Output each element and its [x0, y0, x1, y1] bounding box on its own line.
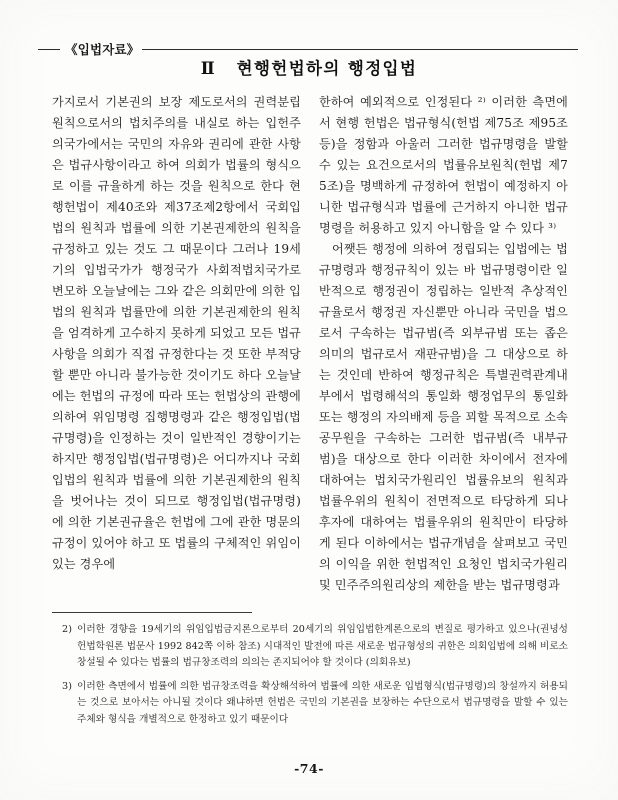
footnote-item	[52, 622, 568, 672]
right-column	[319, 92, 568, 612]
page-title	[70, 55, 548, 79]
chapter-title-text: 현행헌법하의 행정입법	[236, 59, 418, 78]
footnote-marker: 3)	[62, 680, 72, 692]
footnote-item	[52, 679, 568, 729]
footnote-text: 이러한 경향을 19세기의 위임입법금지론으로부터 20세기의 위임입법한계론으로의 변질로 평가하고 있으나(권녕성 헌법학원론 법문사 1992 842쪽 이하 참조) 시대적인 발전에 따른 새로운 법규형성의 귀한은 의회입법에 의해 비로소 창설될 수 있다는 법률의 법규창조력의 의의는 존지되어야 할 것이다 (의회유보)	[77, 624, 568, 669]
paragraph: 가지로서 기본권의 보장 제도로서의 권력분립 원칙으로서의 법치주의를 내실로 하는 입헌주의국가에서는 국민의 자유와 권리에 관한 사항은 법규사항이라고 하여 의회가 법률의 형식으로 이를 규율하게 하는 것을 원칙으로 한다 현행헌법이 제40조와 제37조제2항에서 국회입법의 원칙과 법률에 의한 기본권제한의 원칙을 규정하고 있는 것도 그 때문이다 그러나 19세기의 입법국가가 행정국가 사회적법치국가로 변모하 오늘날에는 그와 같은 의회만에 의한 입법의 원칙과 법률만에 의한 기본권제한의 원칙을 엄격하게 고수하지 못하게 되었고 모든 법규사항을 의회가 직접 규정한다는 것 또한 부적당할 뿐만 아니라 불가능한 것이기도 하다 오늘날에는 헌법의 규정에 따라 또는 헌법상의 관행에 의하여 위임명령 집행명령과 같은 행정입법(법규명령)을 인정하는 것이 일반적인 경향이기는 하지만 행정입법(법규명령)은 어디까지나 국회입법의 원칙과 법률에 의한 기본권제한의 원칙을 벗어나는 것이 되므로 행정입법(법규명령)에 의한 기본권규율은 헌법에 그에 관한 명문의 규정이 있어야 하고 또 법률의 구체적인 위임이 있는 경우에	[52, 95, 301, 571]
page-number: -74-	[294, 761, 324, 776]
paragraph: 어쨋든 행정에 의하여 정립되는 입법에는 법규명령과 행정규칙이 있는 바 법규명령이란 일반적으로 행정권이 정립하는 일반적 추상적인 규율로서 행정권 자신뿐만 아니라 국민을 법으로서 구속하는 법규범(즉 외부규범 또는 좁은 의미의 법규로서 재판규범)을 그 대상으로 하는 것인데 반하여 행정규칙은 특별권력관계내부에서 법령해석의 통일화 행정업무의 통일화 또는 행정의 자의배제 등을 꾀할 목적으로 소속 공무원을 구속하는 그러한 법규범(즉 내부규범)을 대상으로 한다 이러한 차이에서 전자에 대하여는 법치국가원리인 법률유보의 원칙과 법률우위의 원칙이 전면적으로 타당하게 되나 후자에 대하여는 법률우위의 원칙만이 타당하게 된다 이하에서는 법규개념을 살펴보고 국민의 이익을 위한 헌법적인 요청인 법치국가원리 및 민주주의원리상의 제한을 받는 법규명령과	[319, 242, 568, 592]
left-column	[52, 92, 301, 612]
body-columns	[52, 92, 568, 612]
running-head-label: 《입법자료》	[65, 42, 140, 57]
paragraph: 한하여 예외적으로 인정된다 ²⁾ 이러한 측면에서 현행 헌법은 법규형식(헌법 제75조 제95조등)을 정함과 아울러 그러한 법규명령을 발할 수 있는 요건으로서의 법률유보원칙(헌법 제75조)을 명백하게 규정하여 헌법이 예정하지 아니한 법규형식과 법률에 근거하지 아니한 법규명령을 허용하고 있지 아니함을 알 수 있다 ³⁾	[319, 95, 568, 235]
footnote-list	[52, 622, 568, 736]
footnote-text: 이러한 측면에서 법률에 의한 법규창조력을 확상해석하여 법률에 의한 새로운 입법형식(법규명령)의 창설까지 허용되는 것으로 보아서는 아니될 것이다 왜냐하면 헌법은 국민의 기본권을 보장하는 수단으로서 법규명령을 발할 수 있는 주체와 형식을 개별적으로 한정하고 있기 때문이다	[77, 680, 568, 725]
running-head-rule-right	[142, 49, 578, 50]
footnote-separator	[52, 612, 252, 613]
running-head-rule-left	[38, 49, 60, 50]
chapter-number: Ⅱ	[200, 59, 215, 78]
footnote-marker: 2)	[62, 624, 72, 635]
